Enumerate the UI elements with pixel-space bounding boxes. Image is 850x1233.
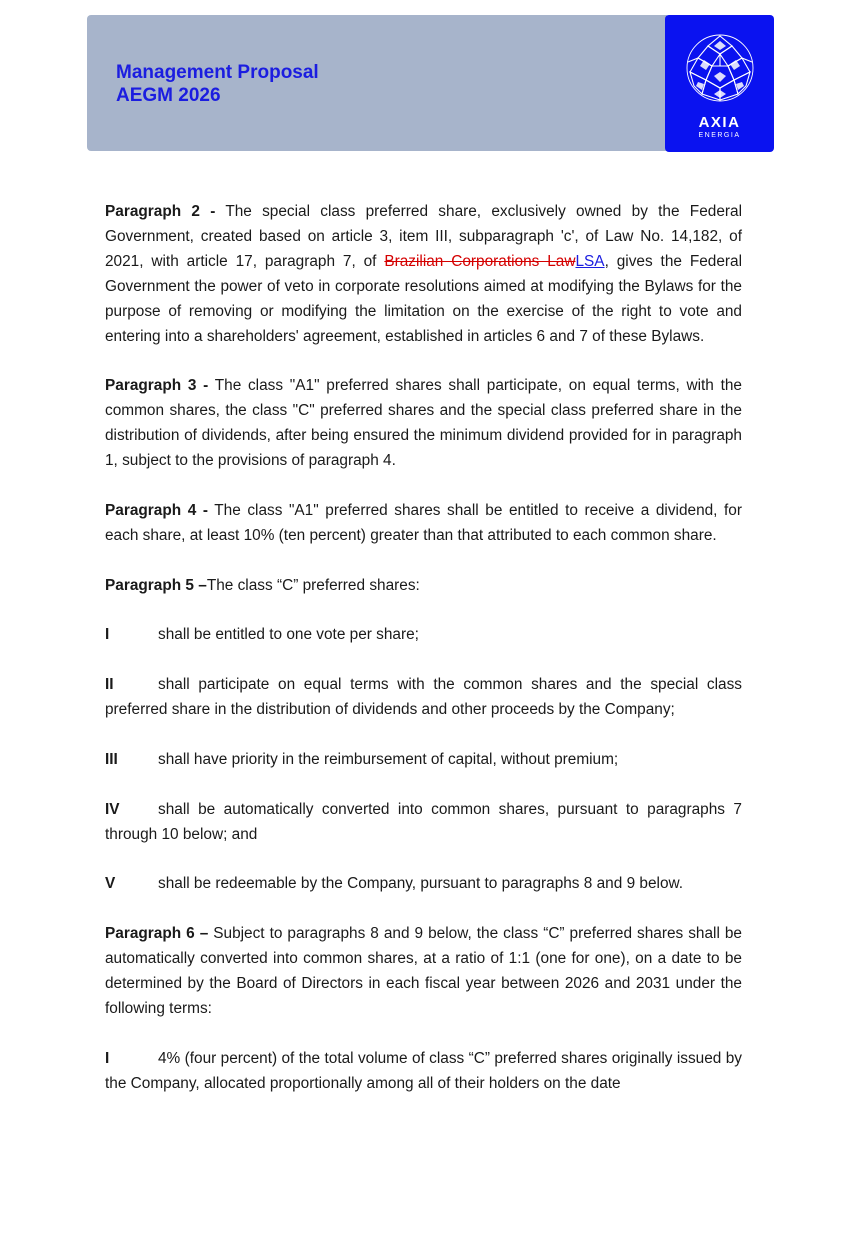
- item-number: III: [105, 750, 118, 768]
- paragraph-6: [105, 922, 742, 1022]
- title-line-1: Management Proposal: [116, 62, 319, 83]
- paragraph-2-label: Paragraph 2 -: [105, 203, 216, 220]
- paragraph-4: [105, 499, 742, 549]
- paragraph-5: [105, 574, 742, 599]
- paragraph-6-label: Paragraph 6 –: [105, 925, 209, 943]
- paragraph-2-text-cont: , gives the Federal Government the power of veto in corporate resolutions aimed at modifying the Bylaws for the purpose of removing or modifying the limitation on the exercise of the right to vote and entering into a shareholders' agreement, established in articles 6 and 7 of these Bylaws.: [105, 252, 743, 345]
- paragraph-3-label: Paragraph 3 -: [105, 377, 209, 395]
- item-number: V: [105, 875, 116, 893]
- list-item: [105, 798, 742, 848]
- paragraph-3: [105, 374, 742, 474]
- item-number: IV: [105, 800, 120, 818]
- item-number: I: [105, 1049, 110, 1067]
- paragraph-5-text: The class “C” preferred shares:: [206, 576, 420, 594]
- item-text: shall participate on equal terms with the common shares and the special class preferred share in the distribution of dividends and other proceeds by the Company;: [105, 676, 742, 719]
- inserted-text: LSA: [575, 252, 605, 270]
- item-text: shall have priority in the reimbursement of capital, without premium;: [158, 750, 619, 768]
- list-item: [105, 748, 742, 773]
- item-number: I: [105, 626, 110, 644]
- deleted-text: Brazilian Corporations Law: [384, 252, 576, 270]
- item-text: shall be redeemable by the Company, pursuant to paragraphs 8 and 9 below.: [158, 875, 684, 893]
- paragraph-2: [105, 200, 742, 349]
- title-line-2: AEGM 2026: [116, 85, 221, 106]
- logo-subtitle: ENERGIA: [698, 132, 741, 139]
- logo-name: AXIA: [698, 114, 741, 131]
- paragraph-4-text: The class "A1" preferred shares shall be entitled to receive a dividend, for each share, at least 10% (ten percent) greater than that attributed to each common share.: [105, 501, 742, 544]
- list-item: [105, 673, 742, 723]
- document-body: [105, 200, 742, 1121]
- item-text: shall be automatically converted into common shares, pursuant to paragraphs 7 through 10 below; and: [105, 800, 742, 843]
- paragraph-3-text: The class "A1" preferred shares shall participate, on equal terms, with the common shares, the class "C" preferred shares and the special class preferred share in the distribution of dividends, after being ensured the minimum dividend provided for in paragraph 1, subject to the provisions of paragraph 4.: [105, 377, 742, 470]
- paragraph-2-text: The special class preferred share, exclusively owned by the Federal Government, created based on article 3, item III, subparagraph 'c', of Law No. 14,182, of 2021, with article 17, paragraph 7, of: [105, 203, 742, 270]
- paragraph-5-label: Paragraph 5 –: [105, 576, 207, 594]
- globe-icon: [684, 32, 756, 104]
- list-item: [105, 872, 742, 897]
- paragraph-6-text: Subject to paragraphs 8 and 9 below, the class “C” preferred shares shall be automatically converted into common shares, at a ratio of 1:1 (one for one), on a date to be determined by the Board of Directors in each fiscal year between 2026 and 2031 under the following terms:: [105, 925, 742, 1017]
- list-item: [105, 623, 742, 648]
- document-title: [116, 61, 319, 107]
- axia-logo: [665, 15, 774, 152]
- item-text: shall be entitled to one vote per share;: [158, 626, 419, 644]
- list-item: [105, 1047, 742, 1097]
- item-text: 4% (four percent) of the total volume of class “C” preferred shares originally issued by the Company, allocated proportionally among all of their holders on the date: [105, 1049, 742, 1092]
- paragraph-4-label: Paragraph 4 -: [105, 501, 208, 519]
- item-number: II: [105, 676, 114, 694]
